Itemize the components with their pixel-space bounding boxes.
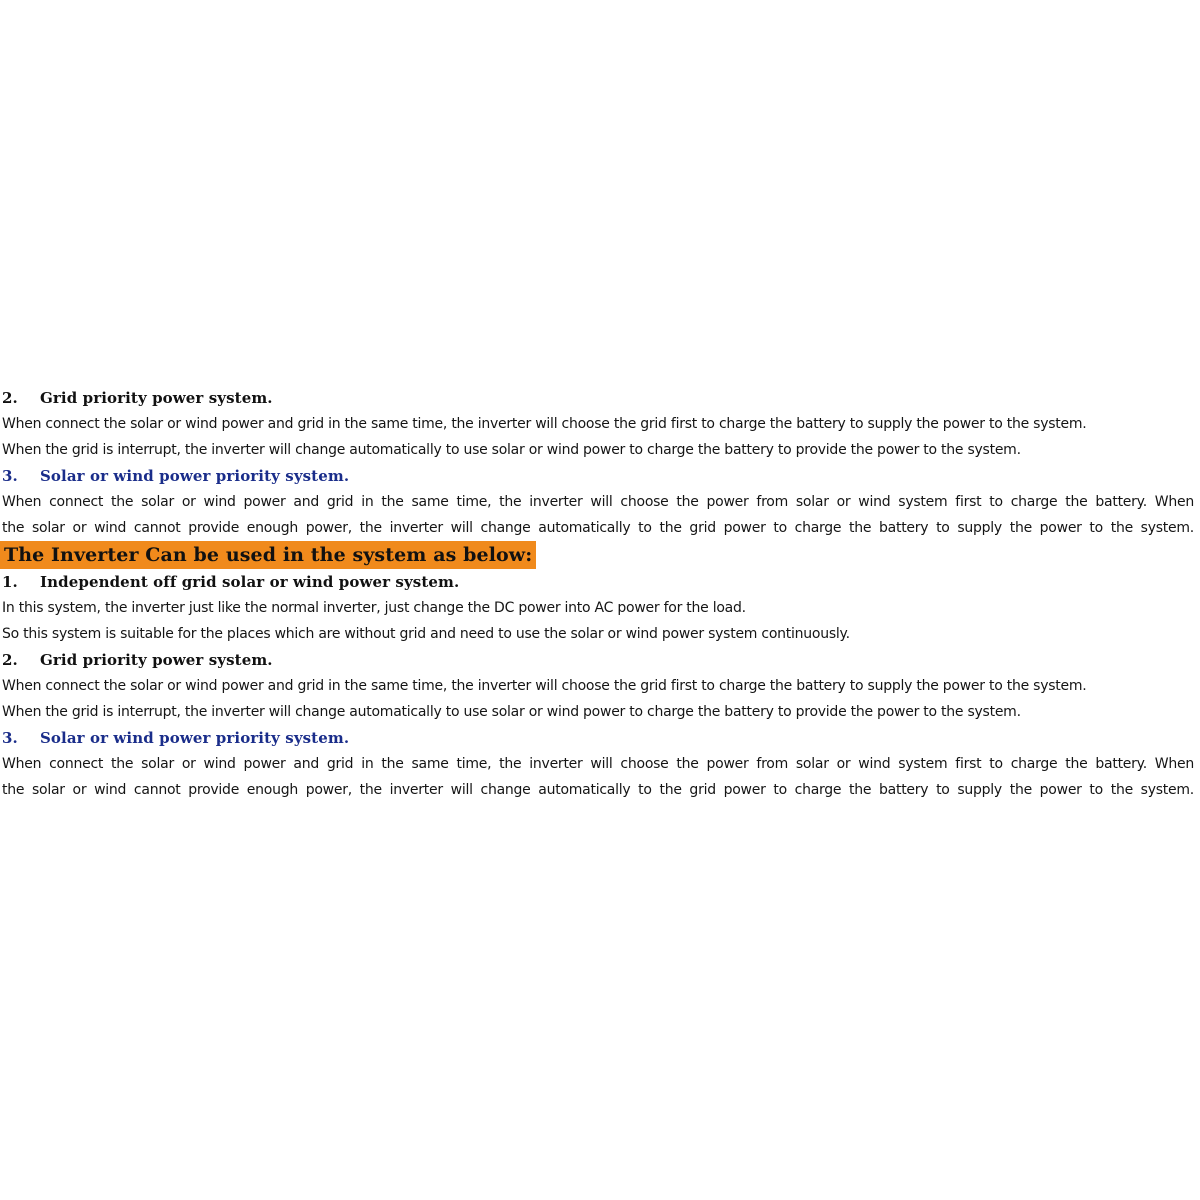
heading-title: Independent off grid solar or wind power system.: [40, 573, 460, 591]
heading-number: 1.: [2, 573, 18, 591]
heading-independent-off-grid: [0, 569, 1200, 595]
heading-number: 2.: [2, 389, 18, 407]
paragraph-line: When connect the solar or wind power and grid in the same time, the inverter will choose the grid first to charge the battery to supply the power to the system.: [2, 416, 1087, 432]
heading-number: 3.: [2, 467, 18, 485]
heading-title: Grid priority power system.: [40, 389, 273, 407]
paragraph-line: When connect the solar or wind power and grid in the same time, the inverter will choose the power from solar or wind system first to charge the battery. When: [2, 756, 1194, 772]
heading-grid-priority: [0, 647, 1200, 673]
section-banner: The Inverter Can be used in the system as below:: [0, 541, 536, 569]
paragraph-line: the solar or wind cannot provide enough power, the inverter will change automatically to the grid power to charge the battery to supply the power to the system.: [2, 520, 1194, 536]
heading-solar-priority: [0, 463, 1200, 489]
heading-title: Solar or wind power priority system.: [40, 467, 350, 485]
paragraph-line: In this system, the inverter just like the normal inverter, just change the DC power into AC power for the load.: [2, 600, 746, 616]
heading-grid-priority: [0, 385, 1200, 411]
paragraph-line: So this system is suitable for the places which are without grid and need to use the solar or wind power system continuously.: [2, 626, 850, 642]
paragraph-line: the solar or wind cannot provide enough power, the inverter will change automatically to the grid power to charge the battery to supply the power to the system.: [2, 782, 1194, 798]
heading-number: 2.: [2, 651, 18, 669]
heading-title: Solar or wind power priority system.: [40, 729, 350, 747]
paragraph-line: When the grid is interrupt, the inverter will change automatically to use solar or wind power to charge the battery to provide the power to the system.: [2, 442, 1021, 458]
paragraph-line: When connect the solar or wind power and grid in the same time, the inverter will choose the power from solar or wind system first to charge the battery. When: [2, 494, 1194, 510]
heading-number: 3.: [2, 729, 18, 747]
paragraph-line: When the grid is interrupt, the inverter will change automatically to use solar or wind power to charge the battery to provide the power to the system.: [2, 704, 1021, 720]
heading-solar-priority: [0, 725, 1200, 751]
document-body: [0, 385, 1200, 803]
banner-row: [0, 541, 1200, 569]
heading-title: Grid priority power system.: [40, 651, 273, 669]
paragraph-line: When connect the solar or wind power and grid in the same time, the inverter will choose the grid first to charge the battery to supply the power to the system.: [2, 678, 1087, 694]
